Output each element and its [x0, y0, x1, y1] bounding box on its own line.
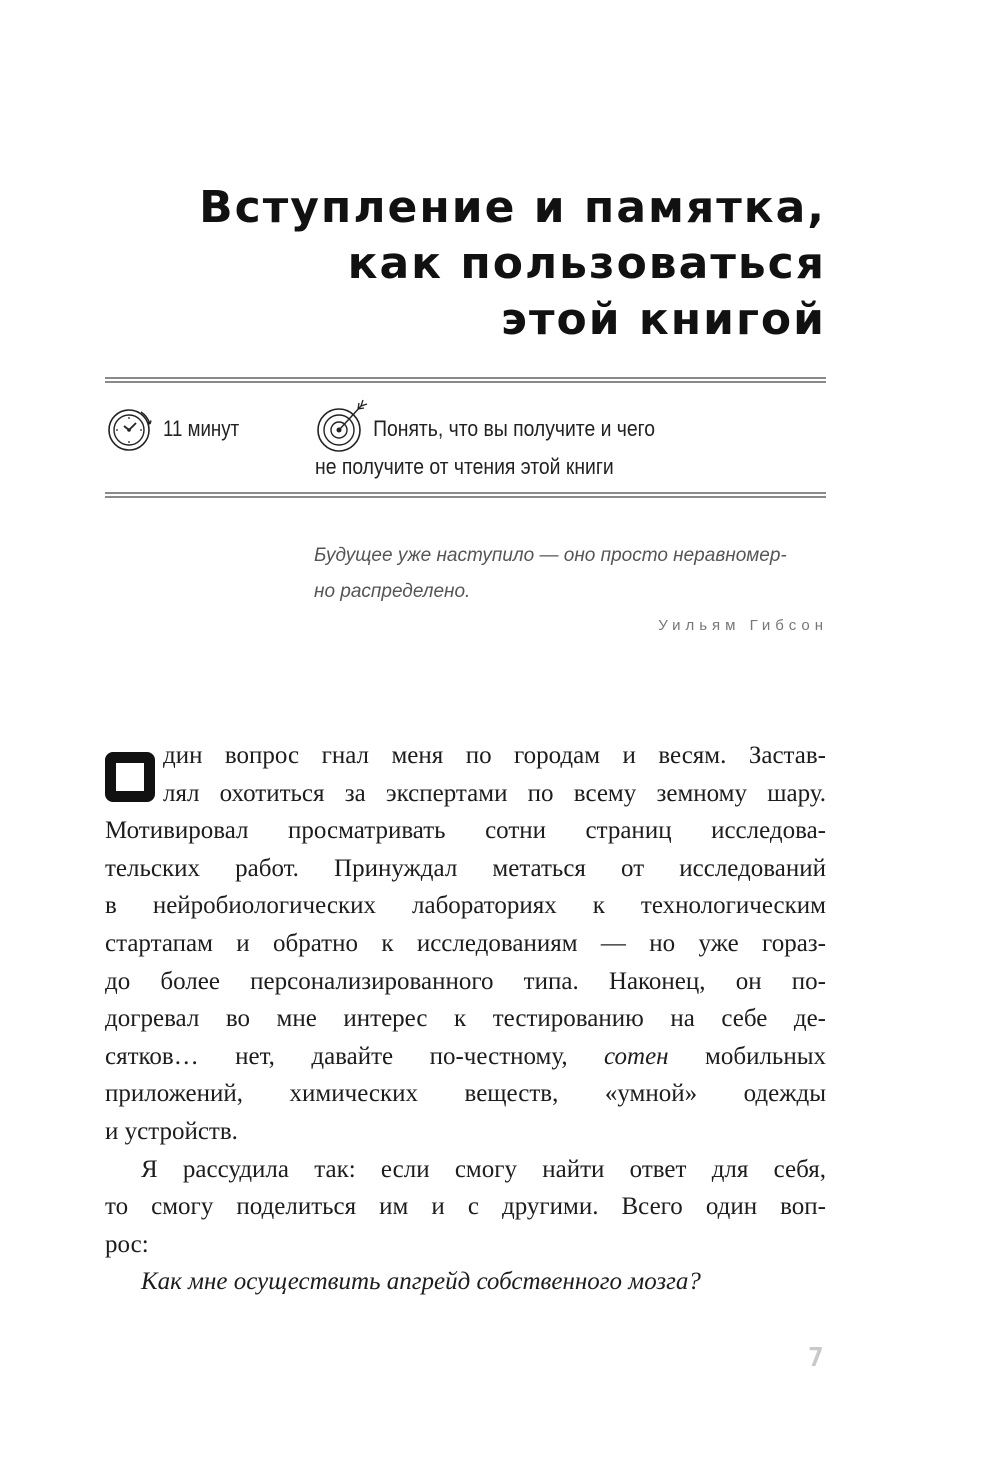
body-line-with-emphasis — [105, 1038, 826, 1076]
body-line: приложений, химических веществ, «умной» одежды — [105, 1080, 826, 1108]
epigraph-quote-line: Будущее уже наступило — оно просто неравномер- — [314, 545, 787, 566]
chapter-goal — [315, 404, 835, 486]
question-line — [105, 1263, 826, 1301]
clock-icon — [105, 404, 155, 454]
epigraph — [314, 538, 834, 644]
body-line-part: сятков… нет, давайте по-честному, — [105, 1042, 605, 1070]
goal-text-line-1: Понять, что вы получите и чего — [373, 416, 656, 441]
body-line: рос: — [105, 1230, 149, 1258]
epigraph-quote — [314, 538, 834, 610]
top-double-rule — [105, 377, 826, 383]
body-line: догревал во мне интерес к тестированию на себе де- — [105, 1005, 826, 1033]
body-line: то смогу поделиться им и с другими. Всего один воп- — [105, 1193, 826, 1221]
bottom-double-rule — [105, 492, 826, 498]
key-question: Как мне осуществить апгрейд собственного мозга? — [141, 1268, 701, 1296]
body-line: до более персонализированного типа. Наконец, он по- — [105, 967, 826, 995]
epigraph-quote-line: но распределено. — [314, 581, 471, 602]
chapter-title-line-2: как пользоваться — [347, 238, 826, 289]
reading-time — [105, 404, 253, 454]
body-line: Я рассудила так: если смогу найти ответ для себя, — [141, 1155, 826, 1183]
body-line-part: мобильных — [668, 1042, 826, 1070]
body-line: лял охотиться за экспертами по всему земному шару. — [163, 779, 826, 807]
reading-time-label: 11 минут — [163, 416, 240, 441]
body-line: стартапам и обратно к исследованиям — но уже гораз- — [105, 929, 826, 957]
body-line: Мотивировал просматривать сотни страниц исследова- — [105, 817, 826, 845]
emphasis-word: сотен — [604, 1042, 669, 1070]
chapter-title-line-1: Вступление и памятка, — [199, 182, 826, 233]
epigraph-author: Уильям Гибсон — [658, 617, 828, 634]
chapter-title — [199, 180, 826, 348]
chapter-meta — [105, 404, 826, 484]
page-number: 7 — [808, 1343, 824, 1373]
chapter-body — [105, 737, 826, 1301]
goal-text-line-2: не получите от чтения этой книги — [315, 454, 614, 479]
body-line: тельских работ. Принуждал метаться от исследований — [105, 854, 826, 882]
drop-cap — [105, 752, 155, 802]
body-line: в нейробиологических лабораториях к технологическим — [105, 892, 826, 920]
chapter-title-line-3: этой книгой — [500, 294, 826, 345]
body-line: и устройств. — [105, 1117, 238, 1145]
body-line: дин вопрос гнал меня по городам и весям. Застав- — [163, 742, 826, 769]
